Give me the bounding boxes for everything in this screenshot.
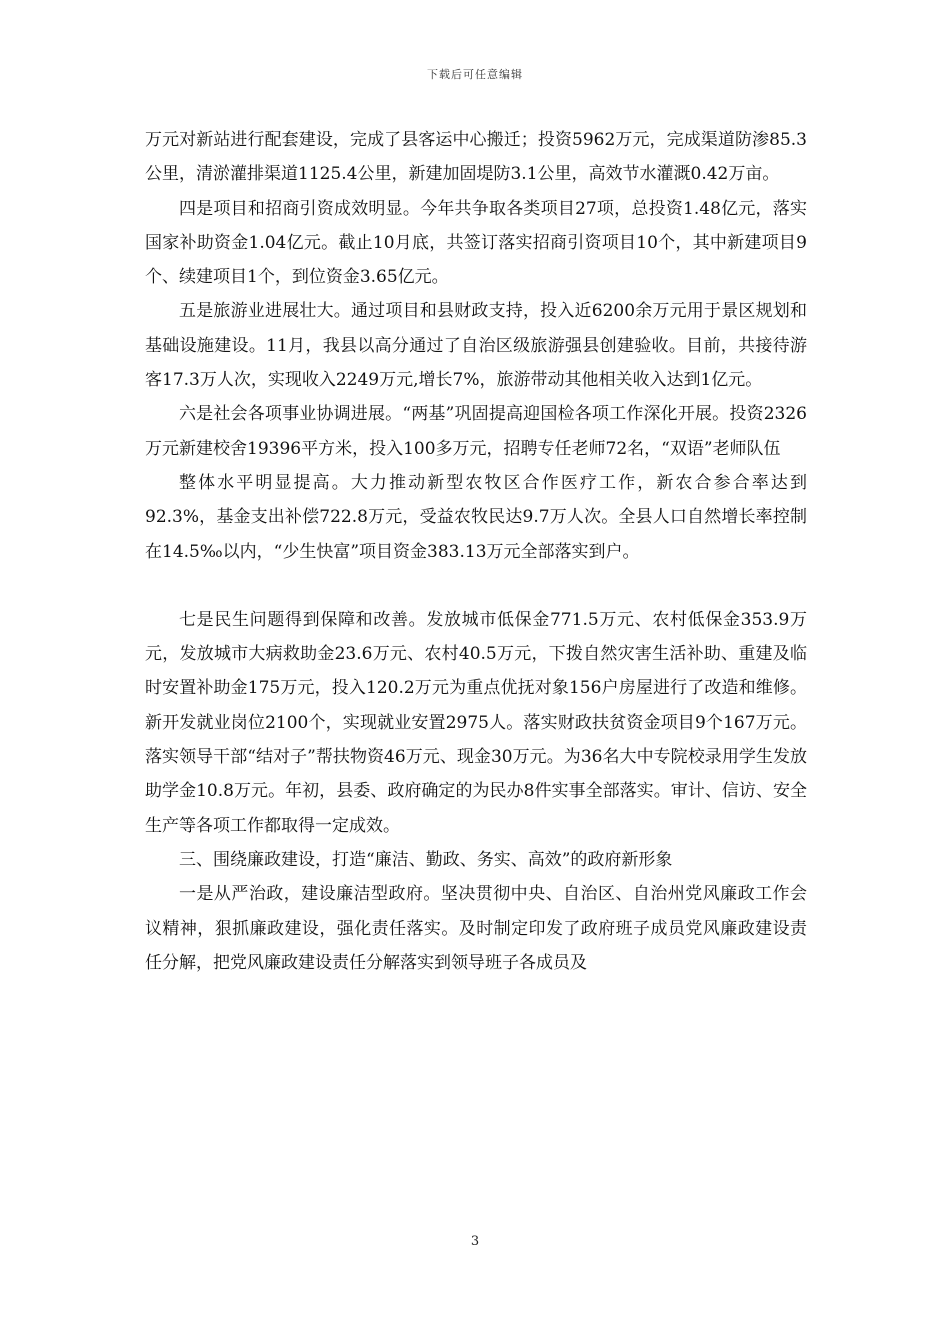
paragraph-tourism: 五是旅游业进展壮大。通过项目和县财政支持，投入近6200余万元用于景区规划和基础设施建设。11月，我县以高分通过了自治区级旅游强县创建验收。目前，共接待游客17.3万人次，实现收入2249万元,增长7%，旅游带动其他相关收入达到1亿元。 — [145, 301, 807, 391]
paragraph-livelihood: 七是民生问题得到保障和改善。发放城市低保金771.5万元、农村低保金353.9万元，发放城市大病救助金23.6万元、农村40.5万元，下拨自然灾害生活补助、重建及临时安置补助金175万元，投入120.2万元为重点优抚对象156户房屋进行了改造和维修。新开发就业岗位2100个，实现就业安置2975人。落实财政扶贫资金项目9个167万元。落实领导干部“结对子”帮扶物资46万元、现金30万元。为36名大中专院校录用学生发放助学金10.8万元。年初，县委、政府确定的为民办8件实事全部落实。审计、信访、安全生产等各项工作都取得一定成效。 — [145, 609, 807, 836]
paragraph-healthcare: 整体水平明显提高。大力推动新型农牧区合作医疗工作，新农合参合率达到92.3%，基金支出补偿722.8万元，受益农牧民达9.7万人次。全县人口自然增长率控制在14.5‰以内，“少生快富”项目资金383.13万元全部落实到户。 — [145, 472, 807, 562]
paragraph-projects-investment: 四是项目和招商引资成效明显。今年共争取各类项目27项，总投资1.48亿元，落实国家补助资金1.04亿元。截止10月底，共签订落实招商引资项目10个，其中新建项目9个、续建项目1个，到位资金3.65亿元。 — [145, 198, 807, 288]
document-body — [145, 123, 807, 980]
page-number: 3 — [470, 1234, 480, 1249]
paragraph-continuation: 万元对新站进行配套建设，完成了县客运中心搬迁；投资5962万元，完成渠道防渗85.3公里，清淤灌排渠道1125.4公里，新建加固堤防3.1公里，高效节水灌溉0.42万亩。 — [145, 130, 807, 185]
section-heading-integrity: 三、围绕廉政建设，打造“廉洁、勤政、务实、高效”的政府新形象 — [179, 849, 673, 870]
page-header: 下载后可任意编辑 — [427, 68, 523, 81]
paragraph-strict-governance: 一是从严治政，建设廉洁型政府。坚决贯彻中央、自治区、自治州党风廉政工作会议精神，狠抓廉政建设，强化责任落实。及时制定印发了政府班子成员党风廉政建设责任分解，把党风廉政建设责任分解落实到领导班子各成员及 — [145, 884, 807, 973]
paragraph-social-affairs: 六是社会各项事业协调进展。“两基”巩固提高迎国检各项工作深化开展。投资2326万元新建校舍19396平方米，投入100多万元，招聘专任老师72名，“双语”老师队伍 — [145, 404, 807, 459]
